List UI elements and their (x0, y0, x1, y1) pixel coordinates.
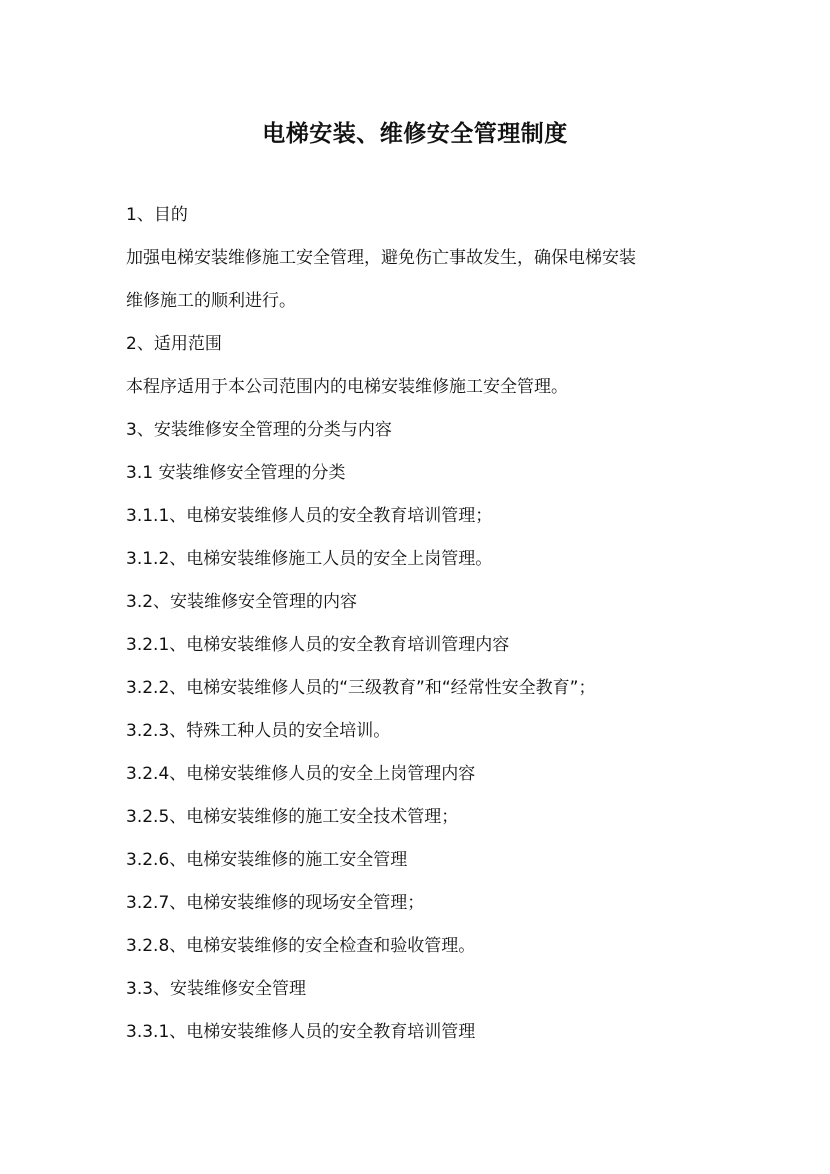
paragraph-line: 维修施工的顺利进行。 (126, 291, 296, 311)
document-title: 电梯安装、维修安全管理制度 (262, 121, 568, 147)
document-body (126, 194, 726, 1054)
paragraph-line: 加强电梯安装维修施工安全管理，避免伤亡事故发生，确保电梯安装 (126, 248, 636, 268)
section-heading-scope: 2、适用范围 (126, 334, 222, 354)
list-item: 3.2.1、电梯安装维修人员的安全教育培训管理内容 (126, 635, 510, 655)
list-item: 3.2.4、电梯安装维修人员的安全上岗管理内容 (126, 764, 476, 784)
list-item: 3.3.1、电梯安装维修人员的安全教育培训管理 (126, 1022, 476, 1042)
subsection-heading: 3.2、安装维修安全管理的内容 (126, 592, 358, 612)
paragraph-line: 本程序适用于本公司范围内的电梯安装维修施工安全管理。 (126, 377, 568, 397)
list-item: 3.2.5、电梯安装维修的施工安全技术管理； (126, 807, 459, 827)
list-item: 3.2.2、电梯安装维修人员的“三级教育”和“经常性安全教育”； (126, 678, 596, 698)
subsection-heading: 3.3、安装维修安全管理 (126, 979, 307, 999)
list-item: 3.2.3、特殊工种人员的安全培训。 (126, 721, 391, 741)
list-item: 3.2.7、电梯安装维修的现场安全管理； (126, 893, 425, 913)
section-heading-classification: 3、安装维修安全管理的分类与内容 (126, 420, 392, 440)
list-item: 3.1.2、电梯安装维修施工人员的安全上岗管理。 (126, 549, 493, 569)
section-heading-purpose: 1、目的 (126, 205, 188, 225)
list-item: 3.2.6、电梯安装维修的施工安全管理 (126, 850, 408, 870)
list-item: 3.1.1、电梯安装维修人员的安全教育培训管理； (126, 506, 493, 526)
subsection-heading: 3.1 安装维修安全管理的分类 (126, 463, 346, 483)
list-item: 3.2.8、电梯安装维修的安全检查和验收管理。 (126, 936, 476, 956)
